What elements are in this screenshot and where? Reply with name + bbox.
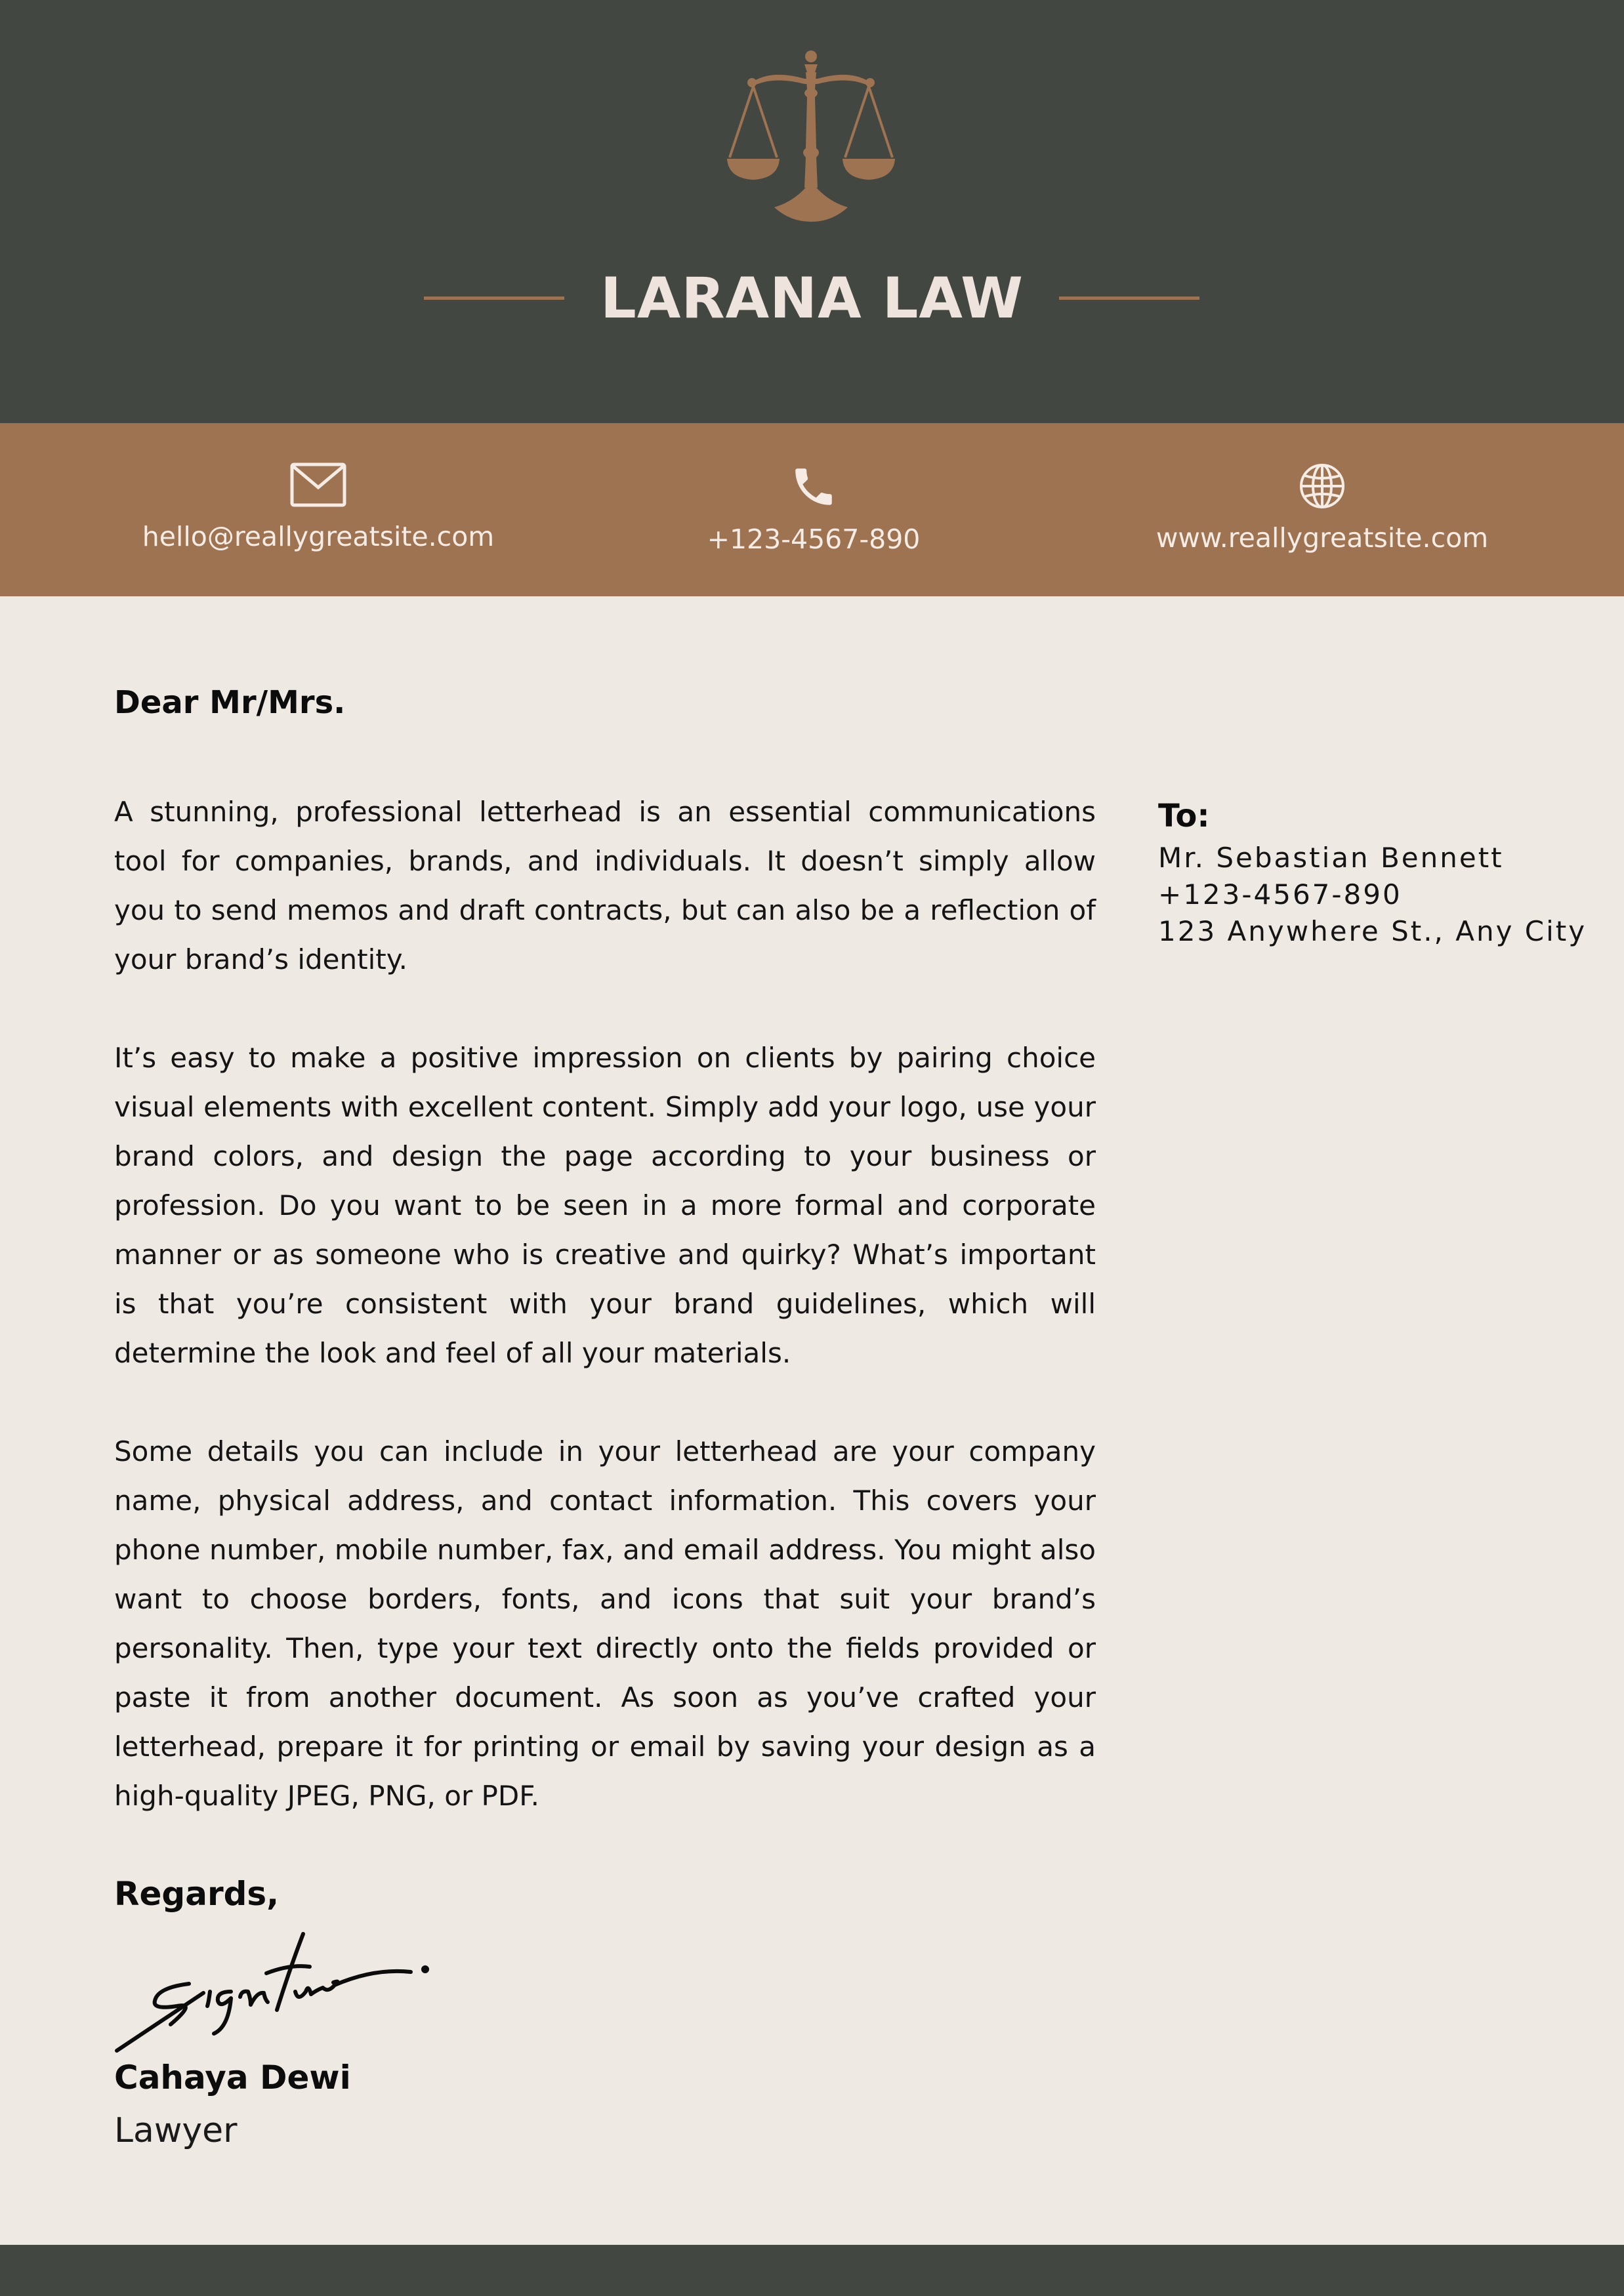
letterhead-header <box>0 0 1624 423</box>
envelope-icon <box>121 462 515 512</box>
brand-divider-right <box>1059 297 1199 300</box>
brand-name: LARANA LAW <box>600 266 1024 331</box>
recipient-label: To: <box>1158 798 1210 834</box>
phone-icon <box>656 462 971 514</box>
letter-paragraph: It’s easy to make a positive impression on clients by pairing choice visual elements with excellent content. Simply add your logo, use your brand colors, and design the page according to your business or profession. Do you want to be seen in a more formal and corporate manner or as someone who is creative and quirky? What’s important is that you’re consistent with your brand guidelines, which will determine the look and feel of all your materials. <box>114 1042 1096 1369</box>
contact-website[interactable] <box>1125 462 1519 581</box>
letter-greeting: Dear Mr/Mrs. <box>114 684 346 721</box>
handwritten-signature <box>112 1929 440 2060</box>
recipient-address: 123 Anywhere St., Any City <box>1158 915 1587 947</box>
globe-icon <box>1125 462 1519 513</box>
letter-body <box>114 787 1096 1870</box>
contact-bar <box>0 423 1624 596</box>
signer-name: Cahaya Dewi <box>114 2059 351 2097</box>
signer-title: Lawyer <box>114 2111 238 2150</box>
scales-of-justice-icon <box>727 50 895 228</box>
letter-paragraph: Some details you can include in your letterhead are your company name, physical address, and contact information. This covers your phone number, mobile number, fax, and email address. You might also want to choose borders, fonts, and icons that suit your brand’s personality. Then, type your text directly onto the fields provided or paste it from another document. As soon as you’ve crafted your letterhead, prepare it for printing or email by saving your design as a high-quality JPEG, PNG, or PDF. <box>114 1435 1096 1812</box>
recipient-block <box>1158 792 1604 950</box>
contact-phone[interactable] <box>656 462 971 581</box>
recipient-name: Mr. Sebastian Bennett <box>1158 842 1504 874</box>
contact-website-text[interactable]: www.reallygreatsite.com <box>1156 522 1489 554</box>
brand-row <box>0 259 1624 338</box>
contact-email[interactable] <box>121 462 515 581</box>
letter-closing: Regards, <box>114 1875 280 1913</box>
footer-bar <box>0 2245 1624 2296</box>
letter-paragraph: A stunning, professional letterhead is an essential communications tool for companies, brands, and individuals. It doesn’t simply allow you to send memos and draft contracts, but can also be a reflection of your brand’s identity. <box>114 796 1096 975</box>
contact-email-text[interactable]: hello@reallygreatsite.com <box>142 521 495 552</box>
recipient-phone: +123-4567-890 <box>1158 878 1402 911</box>
contact-phone-text[interactable]: +123-4567-890 <box>707 523 921 555</box>
